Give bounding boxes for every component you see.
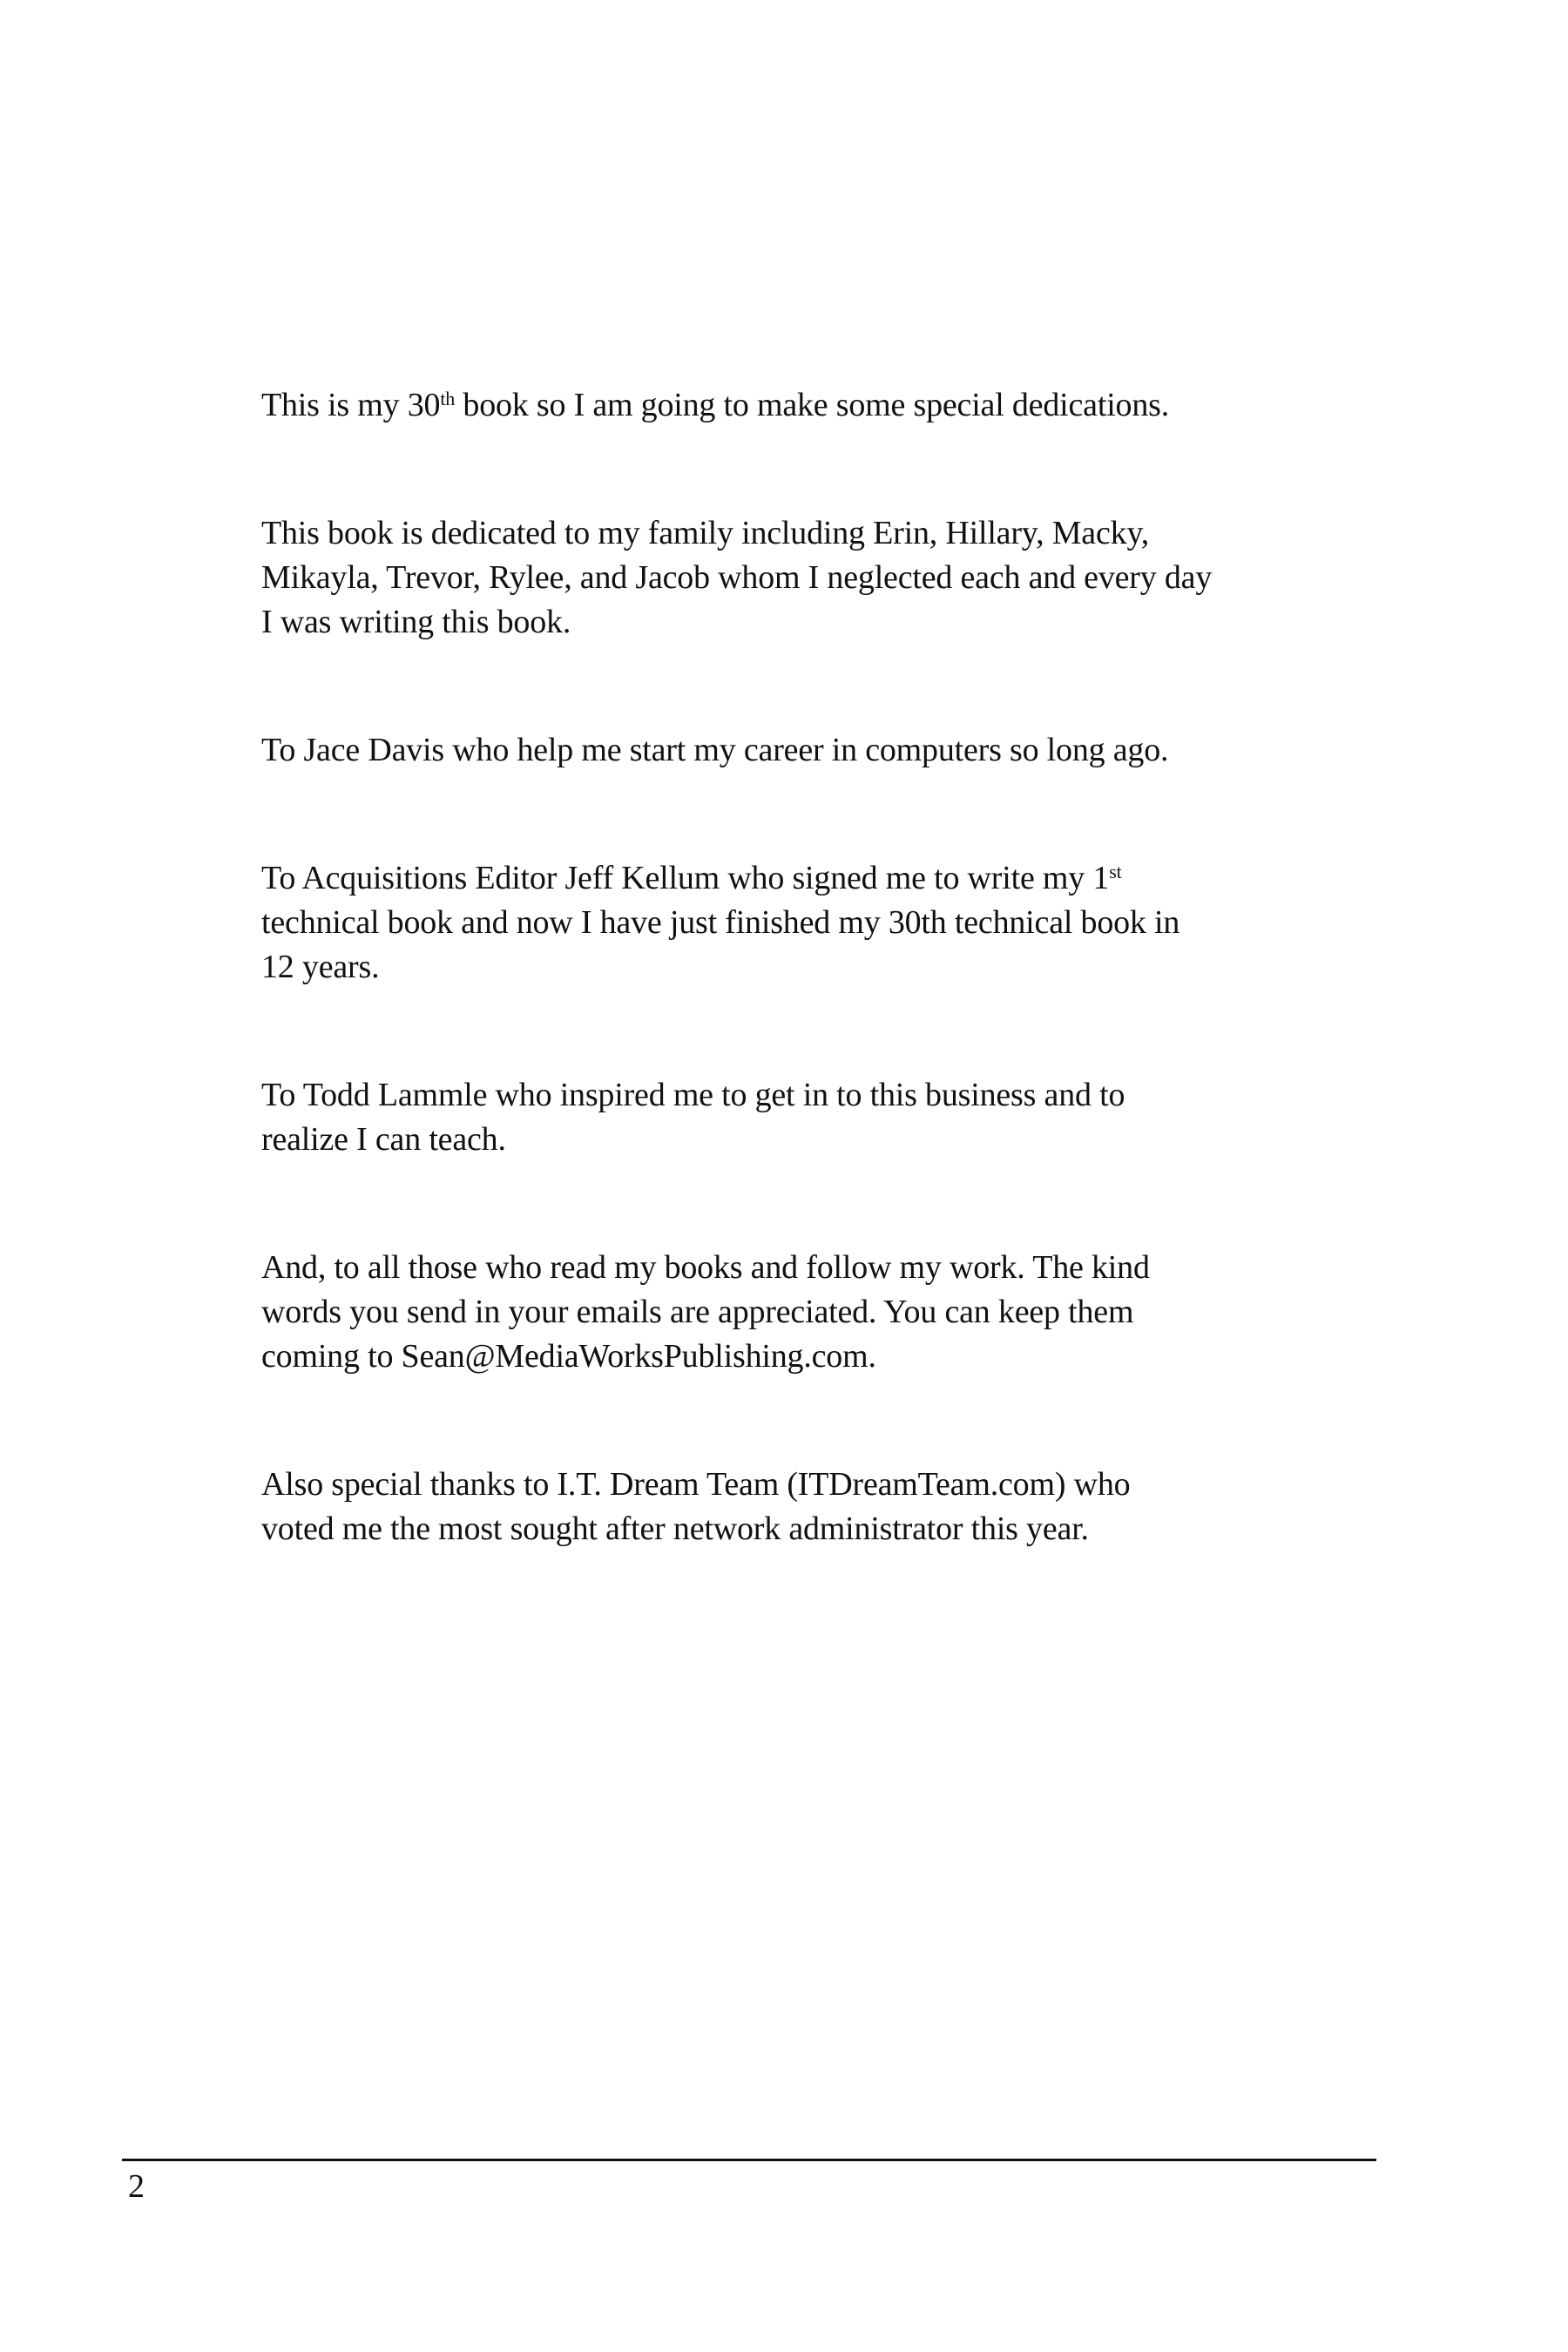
paragraph-jace-davis bbox=[261, 728, 1394, 773]
paragraph-readers bbox=[261, 1246, 1394, 1379]
dedication-text bbox=[261, 383, 1394, 1635]
paragraph-it-dream-team bbox=[261, 1463, 1394, 1551]
text-line: I was writing this book. bbox=[261, 604, 571, 640]
text-line: And, to all those who read my books and follow my work. The kind bbox=[261, 1249, 1150, 1286]
text-line: Also special thanks to I.T. Dream Team (ITDreamTeam.com) who bbox=[261, 1466, 1131, 1503]
text-line: To Acquisitions Editor Jeff Kellum who signed me to write my 1st bbox=[261, 860, 1122, 896]
text-line: coming to Sean@MediaWorksPublishing.com. bbox=[261, 1338, 876, 1375]
text-line: This is my 30th book so I am going to make some special dedications. bbox=[261, 387, 1170, 423]
text-line: This book is dedicated to my family including Erin, Hillary, Macky, bbox=[261, 515, 1150, 551]
superscript: th bbox=[440, 388, 456, 410]
paragraph-todd-lammle bbox=[261, 1073, 1394, 1162]
page-number: 2 bbox=[128, 2168, 145, 2205]
text-line: voted me the most sought after network administrator this year. bbox=[261, 1511, 1089, 1547]
paragraph-intro bbox=[261, 383, 1394, 428]
text-line: realize I can teach. bbox=[261, 1121, 506, 1158]
paragraph-family bbox=[261, 511, 1394, 645]
text-line: To Todd Lammle who inspired me to get in to this business and to bbox=[261, 1077, 1125, 1113]
superscript: st bbox=[1109, 861, 1122, 883]
text-line: Mikayla, Trevor, Rylee, and Jacob whom I neglected each and every day bbox=[261, 559, 1213, 596]
footer-divider bbox=[122, 2159, 1376, 2161]
text-line: To Jace Davis who help me start my career in computers so long ago. bbox=[261, 732, 1169, 768]
paragraph-jeff-kellum bbox=[261, 856, 1394, 990]
text-line: 12 years. bbox=[261, 949, 380, 985]
text-line: technical book and now I have just finished my 30th technical book in bbox=[261, 904, 1180, 941]
text-line: words you send in your emails are appreciated. You can keep them bbox=[261, 1294, 1134, 1330]
